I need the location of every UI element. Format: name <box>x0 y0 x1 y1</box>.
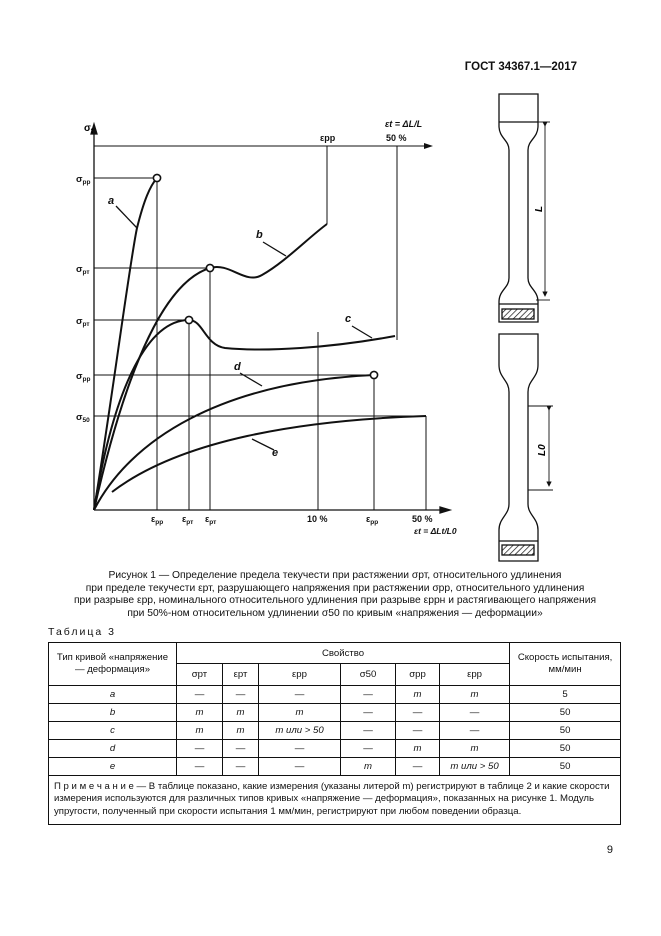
header-property: Свойство <box>177 643 510 664</box>
row-speed: 50 <box>510 758 621 776</box>
table-cell: — <box>259 758 341 776</box>
y-tick-label: $\sigma_{рт}$ <box>76 264 90 276</box>
y-tick-label: $\sigma_{50}$ <box>76 412 90 424</box>
table-row <box>49 686 621 704</box>
curve-label-c: c <box>345 313 352 325</box>
table-cell: — <box>259 686 341 704</box>
caption-line: при пределе текучести εрт, разрушающего напряжения при растяжении σрр, относительного удлинения <box>85 582 585 594</box>
table-title: Таблица 3 <box>48 626 116 638</box>
specimen-top-dim-label: L <box>534 205 545 212</box>
table-cell: — <box>341 722 396 740</box>
y-tick-label: $\sigma_{рт}$ <box>76 316 90 328</box>
table-cell: — <box>440 722 510 740</box>
table-cell: — <box>259 740 341 758</box>
marker-c <box>185 316 192 323</box>
top-eps-pp-label: εpp <box>320 133 336 143</box>
curve-leaders <box>116 206 372 450</box>
x-tick-labels <box>151 514 457 536</box>
table-cell: — <box>341 686 396 704</box>
row-type: b <box>49 704 177 722</box>
table-cell: m или > 50 <box>259 722 341 740</box>
row-type: d <box>49 740 177 758</box>
table-cell: — <box>177 758 223 776</box>
subheader-cell: εрр <box>259 664 341 686</box>
caption-line: при разрыве εрр, номинального относительного удлинения при разрыве εррн и растягивающего напряжения <box>73 595 597 606</box>
subheader-cell: σрт <box>177 664 223 686</box>
table-row <box>49 758 621 776</box>
guide-lines <box>94 146 426 510</box>
table-cell: — <box>341 704 396 722</box>
table-cell: m <box>223 722 259 740</box>
row-speed: 50 <box>510 722 621 740</box>
table-note: П р и м е ч а н и е — В таблице показано, какие измерения (указаны литерой m) регистрируют в таблице 2 и какие скорости измерения используются для различных типов кривых «напряжение — деформация», показанных на рисунке 1. Модуль упругости, полученный при скорости испытания 1 мм/мин, регистрируют при любом поведении образца. <box>49 776 621 825</box>
properties-table <box>48 642 621 825</box>
table-cell: m <box>177 722 223 740</box>
curve-label-b: b <box>256 229 263 241</box>
curve-label-d: d <box>234 361 241 373</box>
subheader-cell: εрт <box>223 664 259 686</box>
curve-d <box>94 375 374 510</box>
specimen-top-outline <box>499 94 538 322</box>
curves <box>94 178 426 510</box>
header-curve-type: Тип кривой «напряжение — деформация» <box>49 643 177 686</box>
axes <box>91 124 450 513</box>
table-cell: m или > 50 <box>440 758 510 776</box>
row-speed: 5 <box>510 686 621 704</box>
y-tick-label: $\sigma_{рр}$ <box>76 174 91 186</box>
y-axis-label: $\sigma_t$ <box>84 123 94 135</box>
page-number: 9 <box>606 844 613 856</box>
curve-e <box>112 416 426 492</box>
table-cell: m <box>440 740 510 758</box>
specimen-bottom-grip <box>502 545 534 555</box>
specimen-top-grip <box>502 309 534 319</box>
x-tick-label: $\varepsilon_{pp}$ <box>366 514 379 526</box>
table-cell: — <box>177 740 223 758</box>
row-type: e <box>49 758 177 776</box>
caption-line: Рисунок 1 — Определение предела текучести при растяжении σрт, относительного удлинения <box>108 570 562 581</box>
x-tick-label: 10 % <box>307 514 328 524</box>
x-tick-label: $\varepsilon_{рт}$ <box>182 514 194 526</box>
table-cell: m <box>177 704 223 722</box>
marker-b <box>206 264 213 271</box>
top-strain-formula: εt = ΔL/L <box>385 119 423 129</box>
row-type: a <box>49 686 177 704</box>
end-markers <box>153 174 377 378</box>
table-cell: — <box>341 740 396 758</box>
table-cell: — <box>396 704 440 722</box>
row-speed: 50 <box>510 704 621 722</box>
table-cell: m <box>341 758 396 776</box>
subheader-cell: σрр <box>396 664 440 686</box>
table-cell: m <box>396 740 440 758</box>
table-row <box>49 722 621 740</box>
table-cell: — <box>223 758 259 776</box>
marker-d <box>370 371 377 378</box>
y-tick-labels <box>76 174 90 424</box>
row-speed: 50 <box>510 740 621 758</box>
table-cell: m <box>259 704 341 722</box>
table-cell: — <box>396 758 440 776</box>
standard-code: ГОСТ 34367.1—2017 <box>464 61 577 73</box>
table-cell: — <box>396 722 440 740</box>
y-tick-label: $\sigma_{рр}$ <box>76 371 91 383</box>
curve-label-e: e <box>272 447 279 459</box>
table-row <box>49 740 621 758</box>
table-cell: — <box>440 704 510 722</box>
curve-label-a: a <box>108 195 115 207</box>
table-row <box>49 704 621 722</box>
x-tick-label: $\varepsilon_{рт}$ <box>205 514 217 526</box>
row-type: c <box>49 722 177 740</box>
table-cell: — <box>223 740 259 758</box>
table-cell: m <box>223 704 259 722</box>
curve-c <box>94 320 395 510</box>
x-tick-label: $\varepsilon_{pp}$ <box>151 514 164 526</box>
specimen-bottom-dim-label: L0 <box>537 444 548 456</box>
header-speed: Скорость испытания, мм/мин <box>510 643 621 686</box>
subheader-cell: εрр <box>440 664 510 686</box>
figure-caption <box>40 570 630 620</box>
x-axis-formula: εt = ΔLt/L0 <box>414 526 457 536</box>
table-cell: m <box>440 686 510 704</box>
x-axis-arrow-icon <box>440 507 450 513</box>
table-cell: — <box>177 686 223 704</box>
table-cell: — <box>223 686 259 704</box>
top-axis-arrow-icon <box>424 143 433 149</box>
caption-line: при 50%-ном относительном удлинении σ50 по кривым «напряжения — деформации» <box>127 607 543 619</box>
specimen-bottom-outline <box>499 334 538 561</box>
table-cell: m <box>396 686 440 704</box>
subheader-cell: σ50 <box>341 664 396 686</box>
x-tick-label: 50 % <box>412 514 433 524</box>
marker-a <box>153 174 160 181</box>
top-strain-pct: 50 % <box>386 133 407 143</box>
